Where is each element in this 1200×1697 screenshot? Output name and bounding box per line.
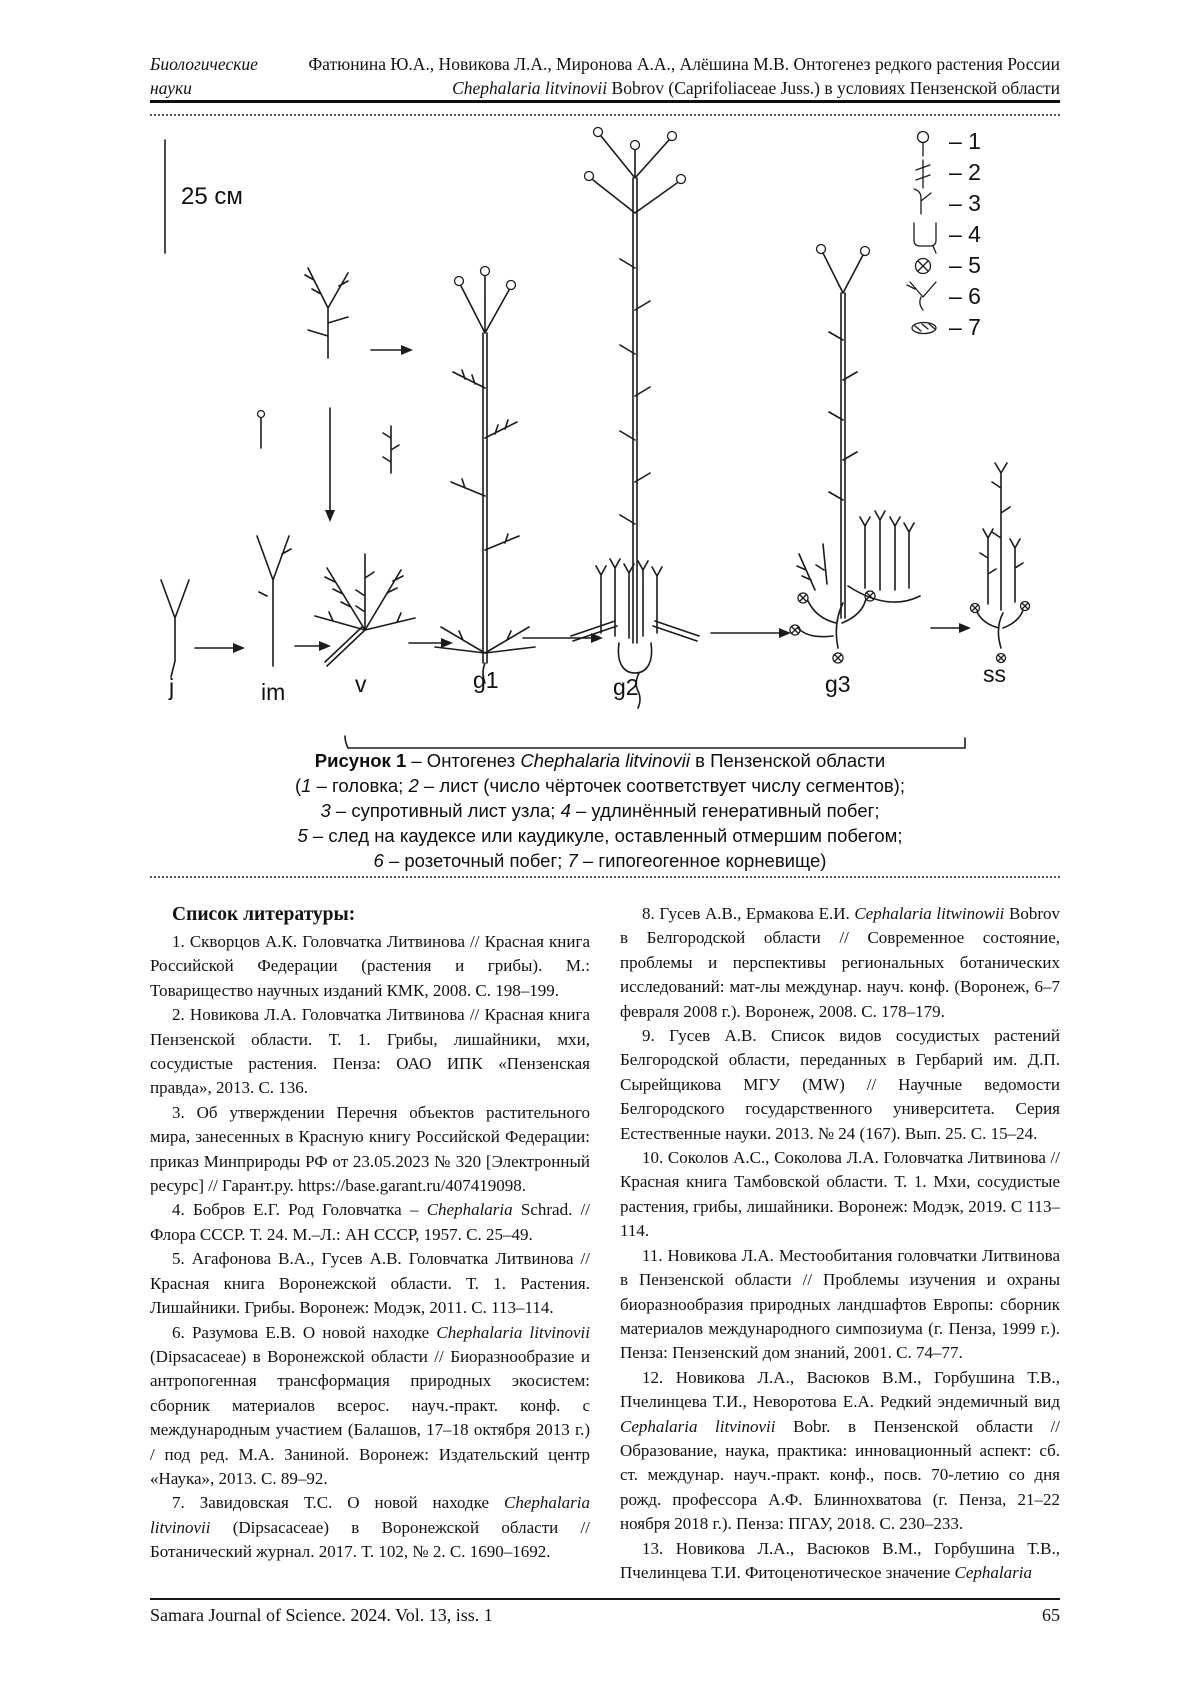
references-heading: Список литературы: [172,904,356,925]
stage-label-ss: ss [983,661,1006,687]
references-column-right [620,902,1060,1585]
arrow-g3-to-ss [931,623,971,633]
running-title [300,52,1060,100]
reference-item-13: 13. Новикова Л.А., Васюков В.М., Горбушина Т.В., Пчелинцева Т.И. Фитоценотическое значение Cephalaria [620,1538,1060,1582]
header-rule [150,100,1060,103]
plant-stage-g2-drawing [571,128,699,709]
journal-footer-text: Samara Journal of Science. 2024. Vol. 13, iss. 1 [150,1605,493,1625]
caption-line: (1 – головка; 2 – лист (число чёрточек соответствует числу сегментов); [295,775,905,796]
legend-label-1: – 1 [949,128,981,154]
section-rubric [150,52,300,100]
page-header [150,52,1060,100]
legend-head-icon [918,132,929,157]
figure-1-ontogenesis [143,118,1058,753]
plant-stage-j-drawing [161,580,189,677]
caption-line: 5 – след на каудексе или каудикуле, оставленный отмершим побегом; [297,825,903,846]
caption-line: 6 – розеточный побег; 7 – гипогеогенное корневище) [373,850,827,871]
stage-label-g3: g3 [825,671,851,697]
running-title-species: Chephalaria litvinovii Bobrov (Caprifoliaceae Juss.) в условиях Пензенской области [452,78,1060,98]
arrow-detail-right [371,345,413,355]
scale-bar-label: 25 см [181,183,243,210]
legend-label-6: – 6 [949,283,981,309]
reference-item-6: 6. Разумова Е.В. О новой находке Chephalaria litvinovii (Dipsacaceae) в Воронежской области // Биоразнообразие и антропогенная трансформация природных экосистем: сборник материалов всерос. науч.-практ. конф. с международным участием (Балашов, 17–18 октября 2013 г.) / под ред. М.А. Заниной. Воронеж: Издательский центр «Наука», 2013. С. 89–92. [150,1322,590,1488]
reference-item-12: 12. Новикова Л.А., Васюков В.М., Горбушина Т.В., Пчелинцева Т.И., Неворотова Е.А. Редкий эндемичный вид Cephalaria litvinovii Bobr. в Пензенской области // Образование, наука, практика: инновационный аспект: сб. ст. междунар. науч.-практ. конф., посв. 70-летию со дня рожд. профессора А.Ф. Блиннохватова (г. Пенза, 21–22 ноября 2018 г.). Пенза: ПГАУ, 2018. С. 230–233. [620,1367,1060,1534]
figure-legend [907,128,981,340]
leaf-detail-sketch [383,426,399,473]
arrow-g1-to-g2 [523,633,603,643]
figure-bottom-line [345,736,965,748]
legend-leaf-icon [916,160,930,188]
reference-item-3: 3. Об утверждении Перечня объектов растительного мира, занесенных в Красную книгу Российской Федерации: приказ Минприроды РФ от 23.05.2023 № 320 [Электронный ресурс] // Гарант.ру. https://base.garant.ru/407419098. [150,1102,590,1196]
legend-label-3: – 3 [949,190,981,216]
stage-label-j: j [169,674,175,700]
running-title-authors: Фатюнина Ю.А., Новикова Л.А., Миронова А.А., Алёшина М.В. Онтогенез редкого растения России [308,54,1060,74]
ss-scars [971,602,1030,663]
shoot-detail-sketch [305,268,348,358]
arrow-im-to-v [295,641,331,651]
legend-rosette-shoot-icon [907,282,936,310]
references-column-left [150,902,590,1585]
reference-item-9: 9. Гусев А.В. Список видов сосудистых растений Белгородской области, переданных в Гербарий им. Д.П. Сырейщикова МГУ (MW) // Научные ведомости Белгородского государственного университета. Серия Естественные науки. 2013. № 24 (167). Вып. 25. С. 15–24. [620,1026,1060,1143]
stage-label-v: v [355,671,367,697]
page-footer [150,1598,1060,1628]
rubric-line-1: Биологические [150,54,258,74]
page-number: 65 [1042,1605,1060,1625]
g3-scars [790,591,875,663]
stage-label-g1: g1 [473,667,499,693]
plant-stage-im-drawing [257,536,291,666]
plant-stage-v-drawing [315,554,415,666]
legend-label-5: – 5 [949,252,981,278]
references-section [150,902,1060,1585]
dotted-divider-top [150,114,1060,116]
reference-item-2: 2. Новикова Л.А. Головчатка Литвинова // Красная книга Пензенской области. Т. 1. Грибы, лишайники, мхи, сосудистые растения. Пенза: ОАО ИПК «Пензенская правда», 2013. С. 136. [150,1005,590,1098]
scale-bar [165,140,243,253]
reference-item-8: 8. Гусев А.В., Ермакова Е.И. Cephalaria litwinowii Bobrov в Белгородской области // Современное состояние, проблемы и перспективы региональных ботанических исследований: мат-лы междунар. науч. конф. (Воронеж, 6–7 февраля 2008 г.). Воронеж, 2008. С. 178–179. [620,904,1061,1021]
legend-label-7: – 7 [949,314,981,340]
legend-label-4: – 4 [949,221,981,247]
legend-scar-icon [916,259,931,274]
plant-stage-ss-drawing [971,463,1030,663]
small-shoot-sketch [258,411,265,449]
arrow-j-to-im [195,643,245,653]
stage-label-im: im [261,679,286,705]
reference-item-4: 4. Бобров Е.Г. Род Головчатка – Chephalaria Schrad. // Флора СССР. Т. 24. М.–Л.: АН СССР, 1957. С. 25–49. [150,1200,591,1244]
reference-item-5: 5. Агафонова В.А., Гусев А.В. Головчатка Литвинова // Красная книга Воронежской области. Т. 1. Растения. Лишайники. Грибы. Воронеж: Модэк, 2011. С. 113–114. [150,1249,590,1318]
arrow-v-to-g1 [409,638,453,648]
rubric-line-2: науки [150,78,192,98]
arrow-detail-down [325,408,335,522]
legend-label-2: – 2 [949,159,981,185]
reference-item-1: 1. Скворцов А.К. Головчатка Литвинова // Красная книга Российской Федерации (растения и грибы). М.: Товарищество научных изданий КМК, 2008. С. 198–199. [150,932,590,1000]
legend-elongated-generative-shoot-icon [914,223,936,253]
reference-item-7: 7. Завидовская Т.С. О новой находке Chephalaria litvinovii (Dipsacaceae) в Воронежской области // Ботанический журнал. 2017. Т. 102, № 2. С. 1690–1692. [150,1493,590,1562]
legend-hypogeogenous-rhizome-icon [912,323,936,334]
caption-line: 3 – супротивный лист узла; 4 – удлинённый генеративный побег; [320,800,880,821]
caption-line: Рисунок 1 – Онтогенез Chephalaria litvinovii в Пензенской области [314,750,886,771]
reference-item-11: 11. Новикова Л.А. Местообитания головчатки Литвинова в Пензенской области // Проблемы изучения и охраны биоразнообразия природных ландшафтов Европы: сборник материалов международного симпозиума (г. Пенза, 1999 г.). Пенза: Пензенский дом знаний, 2001. С. 74–77. [620,1245,1060,1363]
plant-stage-g3-drawing [790,245,920,664]
plant-stage-g1-drawing [435,267,535,684]
ontogenesis-drawing [143,118,1058,753]
dotted-divider-bottom [150,876,1060,878]
reference-item-10: 10. Соколов А.С., Соколова Л.А. Головчатка Литвинова // Красная книга Тамбовской области. Т. 1. Мхи, сосудистые растения, грибы, лишайники. Воронеж: Модэк, 2019. С 113–114. [620,1148,1060,1241]
legend-opposite-node-leaf-icon [914,189,931,214]
figure-caption [190,748,1010,873]
arrow-g2-to-g3 [711,628,791,638]
stage-label-g2: g2 [613,674,639,700]
